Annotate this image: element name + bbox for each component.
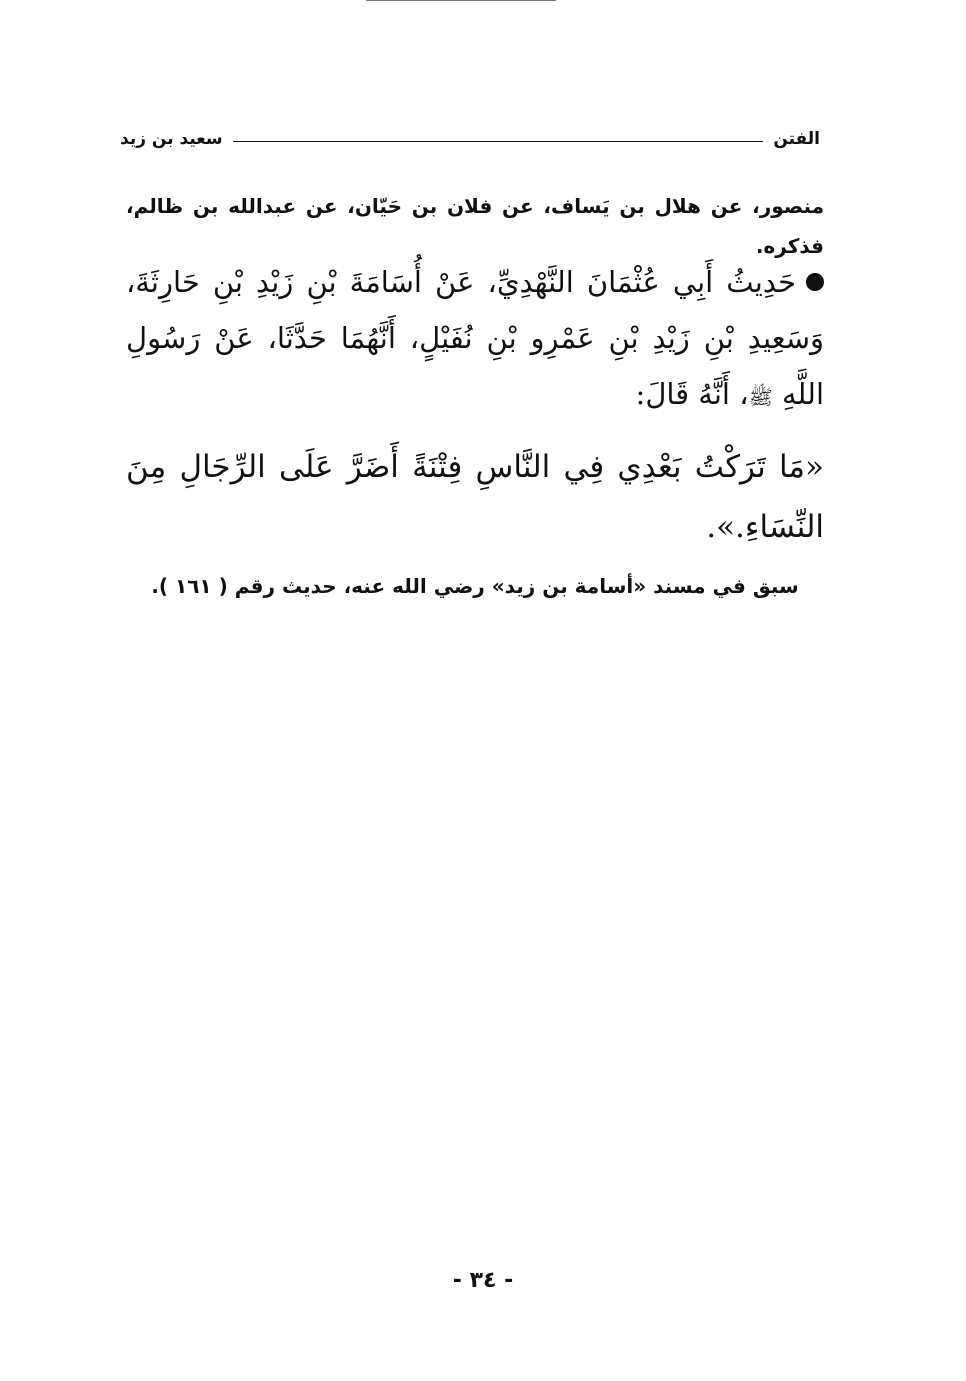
page-number-text: - ٣٤ - xyxy=(452,1268,514,1293)
intro-text: منصور، عن هلال بن يَساف، عن فلان بن حَيّان، عن عبدالله بن ظالم، فذكره. xyxy=(126,194,824,258)
running-header xyxy=(120,124,820,154)
reference-note xyxy=(126,566,824,606)
honorific-text: ﷺ xyxy=(748,385,773,409)
page-number xyxy=(383,1261,583,1301)
header-section-title: سعيد بن زيد xyxy=(120,129,223,149)
header-rule xyxy=(233,141,764,142)
hadith-chain-end: ، أَنَّهُ قَالَ: xyxy=(635,377,749,411)
hadith-matn-text: «مَا تَرَكْتُ بَعْدِي فِي النَّاسِ فِتْنَةً أَضَرَّ عَلَى الرِّجَالِ مِنَ النِّسَاءِ.». xyxy=(126,449,824,545)
reference-note-text: سبق في مسند «أسامة بن زيد» رضي الله عنه، حديث رقم ( ١٦١ ). xyxy=(151,574,799,598)
hadith-chain-text: حَدِيثُ أَبِي عُثْمَانَ النَّهْدِيِّ، عَنْ أُسَامَةَ بْنِ زَيْدِ بْنِ حَارِثَةَ، وَسَعِيدِ بْنِ زَيْدِ بْنِ عَمْرِو بْنِ نُفَيْلٍ، أَنَّهُمَا حَدَّثَا، عَنْ رَسُولِ اللَّهِ xyxy=(126,265,824,411)
bullet-icon xyxy=(806,273,824,291)
top-rule xyxy=(366,0,556,1)
header-book-title: الفتن xyxy=(773,129,820,149)
hadith-chain-paragraph xyxy=(126,254,824,425)
hadith-matn-paragraph xyxy=(126,437,824,557)
